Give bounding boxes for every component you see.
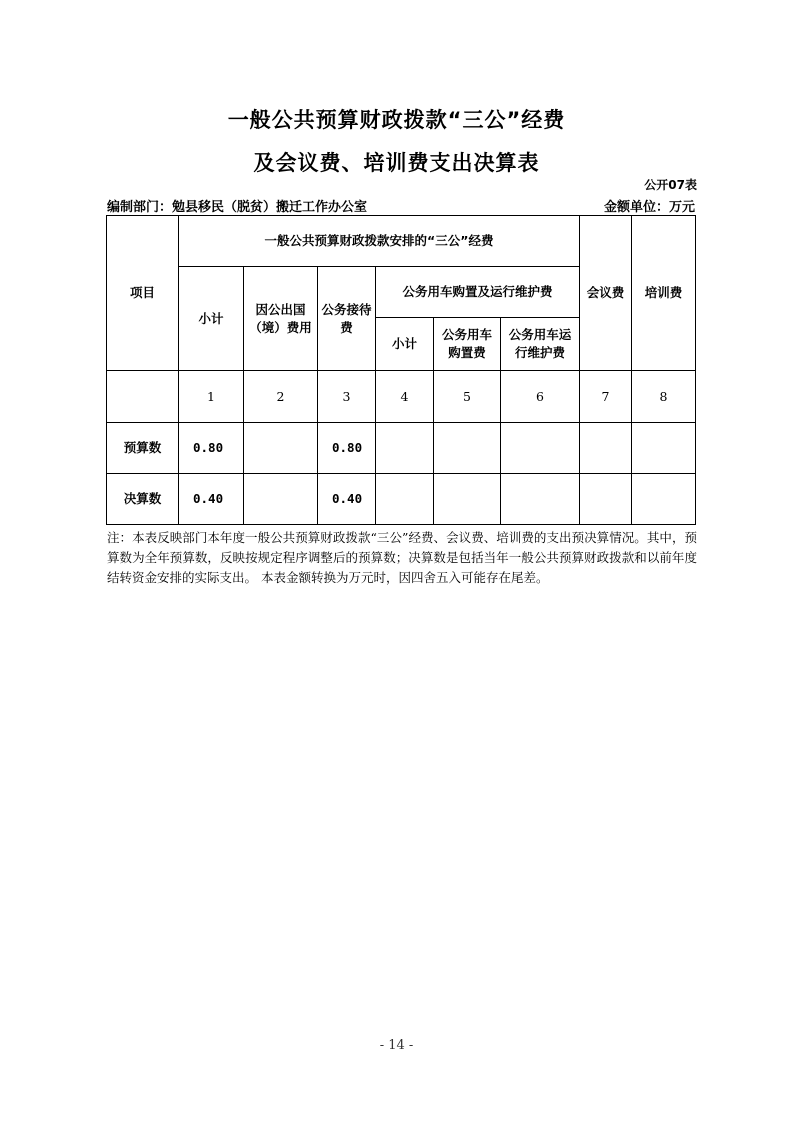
header-vehicle-operation: 公务用车运行维护费	[501, 318, 580, 371]
cell-value	[580, 474, 632, 525]
header-subtotal: 小计	[179, 267, 244, 371]
cell-value: 0.40	[179, 474, 244, 525]
column-number: 5	[434, 371, 501, 423]
cell-value: 0.80	[318, 423, 376, 474]
header-vehicle-subtotal: 小计	[376, 318, 434, 371]
header-sangong-group: 一般公共预算财政拨款安排的“三公”经费	[179, 216, 580, 267]
column-number: 7	[580, 371, 632, 423]
header-reception-fee: 公务接待费	[318, 267, 376, 371]
header-vehicle-group: 公务用车购置及运行维护费	[376, 267, 580, 318]
table-row	[107, 474, 696, 525]
column-number: 8	[632, 371, 696, 423]
cell-value	[632, 474, 696, 525]
cell-value	[501, 474, 580, 525]
expense-table	[106, 215, 696, 525]
row-label: 决算数	[107, 474, 179, 525]
cell-value	[580, 423, 632, 474]
header-vehicle-purchase: 公务用车购置费	[434, 318, 501, 371]
page-number: - 14 -	[379, 1038, 414, 1053]
header-item: 项目	[107, 216, 179, 371]
header-abroad-fee: 因公出国（境）费用	[244, 267, 318, 371]
cell-value	[501, 423, 580, 474]
header-meeting-fee: 会议费	[580, 216, 632, 371]
cell-value	[632, 423, 696, 474]
form-number: 公开07表	[644, 178, 697, 192]
cell-value	[434, 474, 501, 525]
cell-value	[244, 474, 318, 525]
meta-row	[107, 196, 695, 214]
cell-value: 0.40	[318, 474, 376, 525]
compiling-department: 编制部门：勉县移民（脱贫）搬迁工作办公室	[107, 200, 368, 215]
blank-cell	[107, 371, 179, 423]
column-number: 1	[179, 371, 244, 423]
cell-value	[434, 423, 501, 474]
row-label: 预算数	[107, 423, 179, 474]
column-number: 3	[318, 371, 376, 423]
column-number-row	[107, 371, 696, 423]
column-number: 4	[376, 371, 434, 423]
table-note: 注：本表反映部门本年度一般公共预算财政拨款“三公”经费、会议费、培训费的支出预决算情况。其中，预算数为全年预算数，反映按规定程序调整后的预算数；决算数是包括当年一般公共预算财政拨款和以前年度结转资金安排的实际支出。 本表金额转换为万元时，因四舍五入可能存在尾差。	[107, 530, 697, 585]
table-row	[107, 423, 696, 474]
title-line-1: 一般公共预算财政拨款“三公”经费	[227, 108, 566, 132]
amount-unit: 金额单位：万元	[603, 200, 695, 215]
cell-value	[376, 423, 434, 474]
cell-value: 0.80	[179, 423, 244, 474]
cell-value	[376, 474, 434, 525]
header-training-fee: 培训费	[632, 216, 696, 371]
cell-value	[244, 423, 318, 474]
column-number: 2	[244, 371, 318, 423]
column-number: 6	[501, 371, 580, 423]
title-line-2: 及会议费、培训费支出决算表	[253, 151, 540, 175]
